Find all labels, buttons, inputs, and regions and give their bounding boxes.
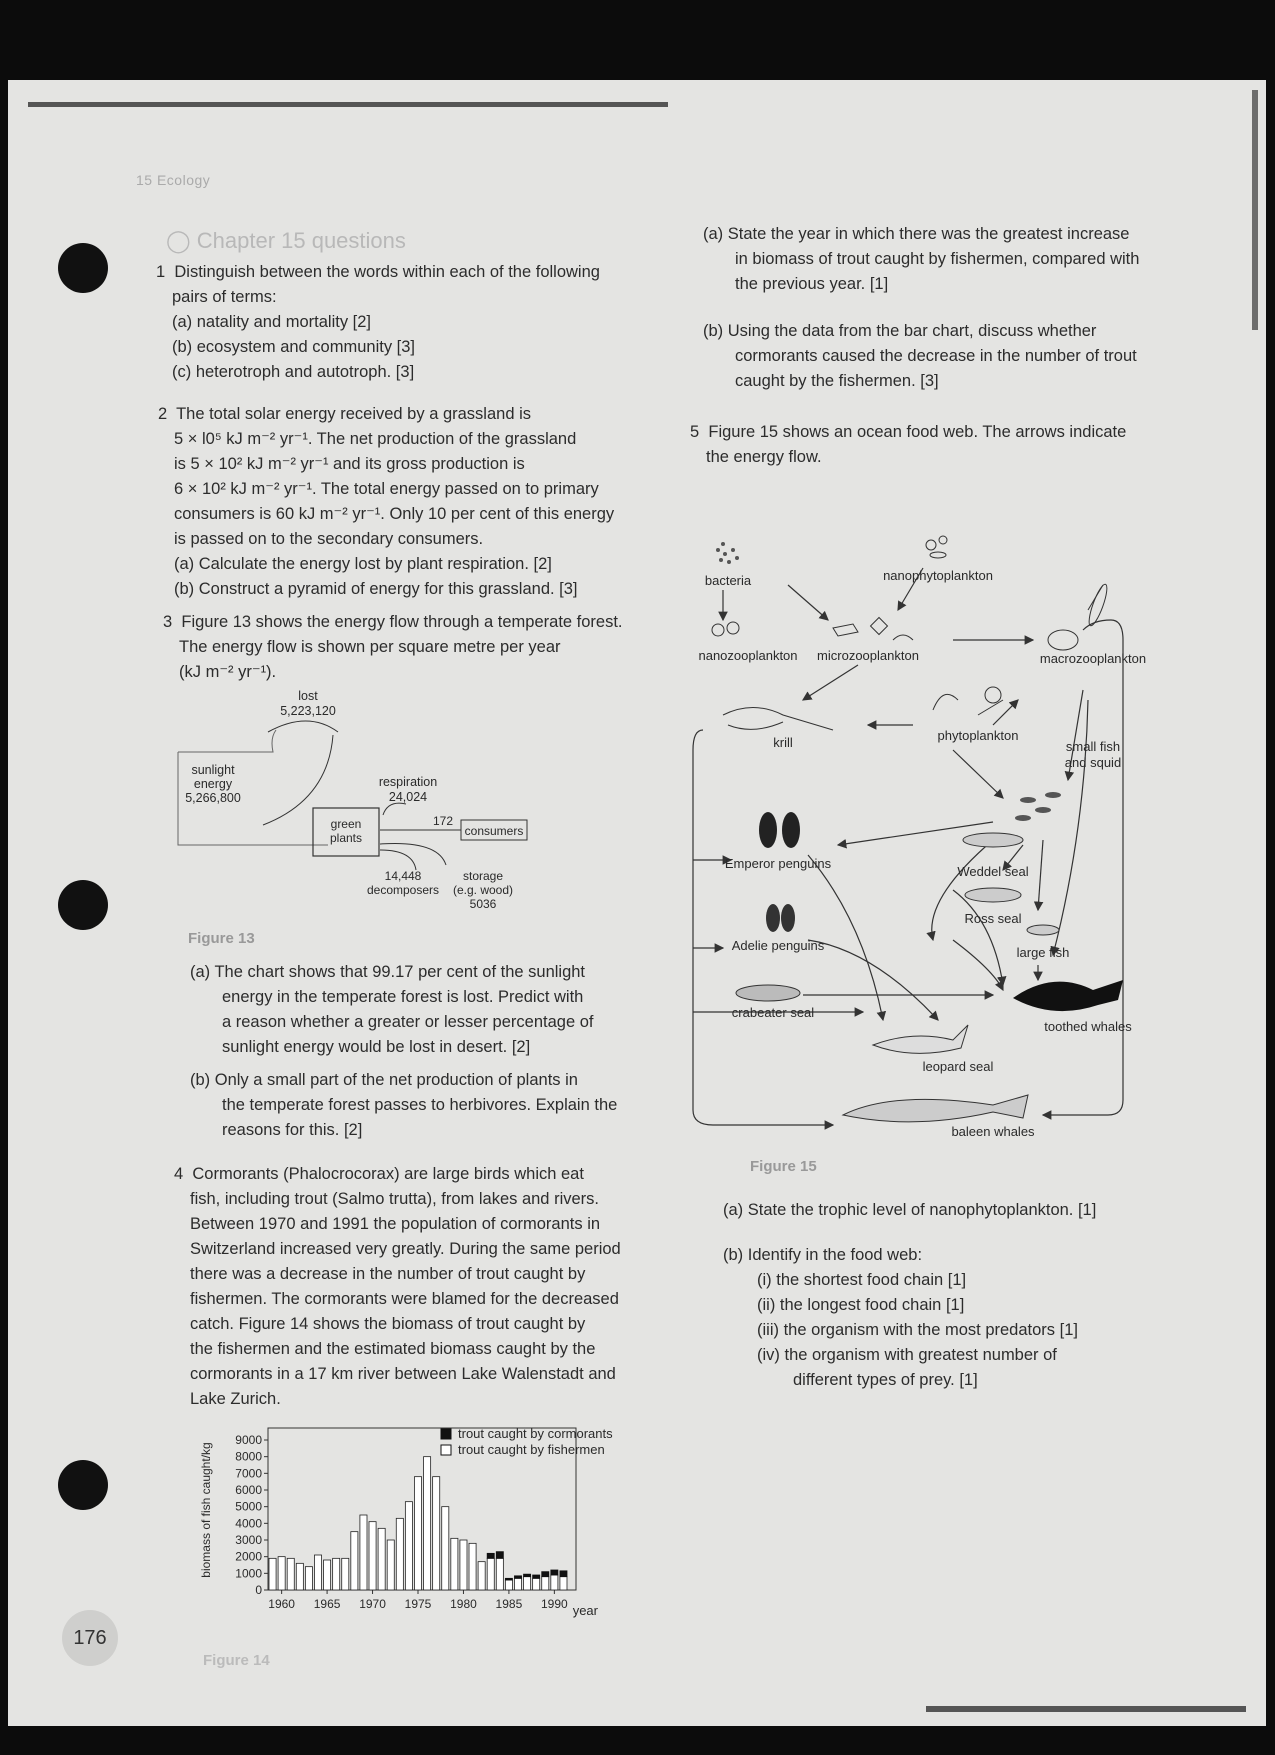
bar-cormorants xyxy=(551,1570,558,1575)
krill-label: krill xyxy=(773,735,793,750)
question-3-parts xyxy=(190,960,690,1143)
question-number: 3 xyxy=(163,613,173,631)
text-line: 6 × 10² kJ m⁻² yr⁻¹. The total energy passed on to primary xyxy=(174,480,599,498)
bar-fishermen xyxy=(287,1558,294,1590)
lost-label: lost xyxy=(298,689,318,703)
respiration-label: respiration xyxy=(378,775,438,789)
bar-fishermen xyxy=(469,1543,476,1590)
baleen-whales-label: baleen whales xyxy=(951,1124,1035,1139)
question-subpart: (i) the shortest food chain [1] xyxy=(757,1271,967,1289)
large-fish-icon xyxy=(1027,925,1059,935)
legend-label-fishermen: trout caught by fishermen xyxy=(458,1442,605,1457)
text-line: a reason whether a greater or lesser percentage of xyxy=(222,1013,594,1031)
x-tick-label: 1965 xyxy=(313,1597,341,1611)
question-part: (a) State the trophic level of nanophytoplankton. [1] xyxy=(723,1201,1097,1219)
small-fish-label: and squid xyxy=(1064,755,1122,770)
text-line: the fishermen and the estimated biomass caught by the xyxy=(190,1340,596,1358)
storage-label: (e.g. wood) xyxy=(452,883,514,897)
question-part: (a) State the year in which there was the greatest increase xyxy=(703,225,1130,243)
bar-fishermen xyxy=(314,1555,321,1590)
figure-14-bar-chart xyxy=(198,1425,638,1625)
y-axis-label: biomass of fish caught/kg xyxy=(199,1442,213,1578)
bar-cormorants xyxy=(542,1572,549,1577)
text-line: 5 × l0⁵ kJ m⁻² yr⁻¹. The net production of the grassland xyxy=(174,430,577,448)
text-line: fish, including trout (Salmo trutta), from lakes and rivers. xyxy=(190,1190,599,1208)
text-line: sunlight energy would be lost in desert. [2] xyxy=(222,1038,531,1056)
punch-hole xyxy=(58,880,108,930)
punch-hole xyxy=(58,243,108,293)
question-number: 4 xyxy=(174,1165,184,1183)
bar-cormorants xyxy=(496,1552,503,1559)
bar-fishermen xyxy=(369,1522,376,1590)
y-tick-label: 7000 xyxy=(235,1466,262,1481)
chapter-title xyxy=(166,228,406,254)
weddel-seal-icon xyxy=(963,833,1023,847)
question-part: (b) Only a small part of the net production of plants in xyxy=(190,1071,578,1089)
question-part: (b) Using the data from the bar chart, discuss whether xyxy=(703,322,1097,340)
question-number: 5 xyxy=(690,423,700,441)
legend-label-cormorants: trout caught by cormorants xyxy=(458,1426,613,1441)
text-line: there was a decrease in the number of trout caught by xyxy=(190,1265,586,1283)
question-subpart: (ii) the longest food chain [1] xyxy=(757,1296,965,1314)
sunlight-value: 5,266,800 xyxy=(185,791,241,805)
bar-fishermen xyxy=(560,1577,567,1590)
bar-cormorants xyxy=(533,1575,540,1578)
text-line: Cormorants (Phalocrocorax) are large birds which eat xyxy=(192,1165,584,1183)
baleen-whale-icon xyxy=(843,1095,1028,1122)
weddel-seal-label: Weddel seal xyxy=(957,864,1029,879)
krill-icon xyxy=(723,708,833,731)
adelie-penguins-label: Adelie penguins xyxy=(731,938,825,953)
text-line: energy in the temperate forest is lost. Predict with xyxy=(222,988,584,1006)
y-tick-label: 0 xyxy=(255,1583,262,1597)
question-part: (c) heterotroph and autotroph. [3] xyxy=(172,363,415,381)
text-line: catch. Figure 14 shows the biomass of trout caught by xyxy=(190,1315,586,1333)
figure-13-energy-flow xyxy=(178,680,598,910)
lost-arc xyxy=(268,721,338,732)
punch-hole xyxy=(58,1460,108,1510)
legend-swatch-fishermen xyxy=(441,1445,451,1455)
macrozooplankton-icon xyxy=(1048,583,1110,650)
nanozooplankton-label: nanozooplankton xyxy=(698,648,798,663)
question-2 xyxy=(158,402,678,602)
storage-label: storage xyxy=(462,869,504,883)
bar-fishermen xyxy=(414,1477,421,1590)
crabeater-seal-icon xyxy=(736,985,800,1001)
microzooplankton-icon xyxy=(833,618,913,640)
text-line: fishermen. The cormorants were blamed for the decreased xyxy=(190,1290,619,1308)
phytoplankton-icon xyxy=(933,687,1003,715)
bar-fishermen xyxy=(424,1457,431,1590)
bar-fishermen xyxy=(351,1532,358,1590)
text-line: reasons for this. [2] xyxy=(222,1121,363,1139)
bar-fishermen xyxy=(460,1540,467,1590)
text-line: Figure 15 shows an ocean food web. The arrows indicate xyxy=(708,423,1127,441)
text-line: pairs of terms: xyxy=(172,288,277,306)
bar-fishermen xyxy=(442,1507,449,1590)
toothed-whale-icon xyxy=(1013,980,1123,1011)
question-subpart: (iv) the organism with greatest number of xyxy=(757,1346,1057,1364)
text-line: (kJ m⁻² yr⁻¹). xyxy=(179,663,277,681)
bar-cormorants xyxy=(514,1576,521,1579)
respiration-value: 24,024 xyxy=(388,790,428,804)
question-part: (b) Identify in the food web: xyxy=(723,1246,923,1264)
toothed-whales-label: toothed whales xyxy=(1044,1019,1132,1034)
bar-fishermen xyxy=(505,1580,512,1590)
figure-14-caption: Figure 14 xyxy=(203,1652,270,1669)
bar-fishermen xyxy=(360,1515,367,1590)
page-edge-shadow xyxy=(1252,90,1258,330)
x-tick-label: 1975 xyxy=(404,1597,432,1611)
page-number: 176 xyxy=(62,1610,118,1666)
large-fish-label: large fish xyxy=(1016,945,1070,960)
text-line: The total solar energy received by a grassland is xyxy=(176,405,531,423)
bar-fishermen xyxy=(305,1567,312,1590)
bar-fishermen xyxy=(405,1502,412,1590)
y-tick-label: 8000 xyxy=(235,1449,262,1464)
bar-fishermen xyxy=(387,1540,394,1590)
y-tick-label: 4000 xyxy=(235,1516,262,1531)
x-tick-label: 1980 xyxy=(450,1597,477,1611)
text-line: consumers is 60 kJ m⁻² yr⁻¹. Only 10 per cent of this energy xyxy=(174,505,615,523)
sunlight-label: energy xyxy=(193,777,233,791)
y-tick-label: 3000 xyxy=(235,1533,262,1547)
text-line: cormorants in a 17 km river between Lake Walenstadt and xyxy=(190,1365,616,1383)
storage-value: 5036 xyxy=(469,897,497,911)
text-line: is passed on to the secondary consumers. xyxy=(174,530,484,548)
legend-swatch-cormorants xyxy=(441,1429,451,1439)
question-3 xyxy=(163,610,683,685)
bar-fishermen xyxy=(324,1560,331,1590)
consumers-flow-value: 172 xyxy=(432,814,454,828)
text-line: caught by the fishermen. [3] xyxy=(735,372,939,390)
bottom-rule xyxy=(926,1706,1246,1712)
question-1 xyxy=(156,260,676,385)
text-line: Figure 13 shows the energy flow through a temperate forest. xyxy=(181,613,623,631)
bar-fishermen xyxy=(433,1477,440,1590)
nanophytoplankton-label: nanophytoplankton xyxy=(883,568,993,583)
question-5 xyxy=(690,420,1190,470)
text-line: the temperate forest passes to herbivores. Explain the xyxy=(222,1096,618,1114)
y-tick-label: 5000 xyxy=(235,1499,262,1514)
chapter-title-text: Chapter 15 questions xyxy=(196,228,406,253)
crabeater-seal-label: crabeater seal xyxy=(731,1005,815,1020)
text-line: Distinguish between the words within each of the following xyxy=(174,263,600,281)
text-line: cormorants caused the decrease in the number of trout xyxy=(735,347,1137,365)
y-tick-label: 9000 xyxy=(235,1433,262,1447)
text-line: in biomass of trout caught by fishermen, compared with xyxy=(735,250,1140,268)
bar-fishermen xyxy=(396,1518,403,1590)
decomposers-arrow xyxy=(380,850,416,870)
bar-fishermen xyxy=(378,1528,385,1590)
x-tick-label: 1985 xyxy=(495,1597,523,1611)
bar-cormorants xyxy=(524,1574,531,1577)
plants-label: plants xyxy=(329,831,363,845)
bar-cormorants xyxy=(505,1578,512,1580)
text-line: is 5 × 10² kJ m⁻² yr⁻¹ and its gross production is xyxy=(174,455,525,473)
respiration-arrow xyxy=(383,803,406,815)
x-tick-label: 1960 xyxy=(268,1597,295,1611)
bar-fishermen xyxy=(524,1577,531,1590)
sunlight-to-lost xyxy=(178,730,276,752)
sunlight-label: sunlight xyxy=(191,763,235,777)
bar-fishermen xyxy=(551,1575,558,1590)
emperor-penguins-label: Emperor penguins xyxy=(724,856,832,871)
textbook-page xyxy=(8,80,1266,1726)
y-tick-label: 6000 xyxy=(235,1483,262,1497)
text-line: the previous year. [1] xyxy=(735,275,889,293)
small-fish-icon xyxy=(1015,792,1061,821)
nanozooplankton-icon xyxy=(712,622,739,636)
text-line: Switzerland increased very greatly. During the same period xyxy=(190,1240,621,1258)
macrozooplankton-label: macrozooplankton xyxy=(1039,651,1147,666)
question-4-parts xyxy=(703,222,1183,394)
y-tick-label: 1000 xyxy=(235,1566,262,1581)
consumers-label: consumers xyxy=(464,824,524,838)
text-line: the energy flow. xyxy=(706,448,822,466)
small-fish-label: small fish xyxy=(1065,739,1121,754)
y-tick-label: 2000 xyxy=(235,1549,262,1564)
text-line: Lake Zurich. xyxy=(190,1390,281,1408)
bar-fishermen xyxy=(487,1558,494,1590)
lost-value: 5,223,120 xyxy=(280,704,336,718)
bar-cormorants xyxy=(487,1553,494,1558)
bar-fishermen xyxy=(478,1562,485,1590)
leopard-seal-label: leopard seal xyxy=(922,1059,994,1074)
question-part: (b) Construct a pyramid of energy for this grassland. [3] xyxy=(174,580,578,598)
plants-label: green xyxy=(330,817,362,831)
question-5-parts xyxy=(723,1198,1203,1393)
text-line: Between 1970 and 1991 the population of cormorants in xyxy=(190,1215,601,1233)
figure-15-caption: Figure 15 xyxy=(750,1158,817,1175)
microzooplankton-label: microzooplankton xyxy=(817,648,919,663)
question-subpart: (iii) the organism with the most predators [1] xyxy=(757,1321,1078,1339)
leopard-seal-icon xyxy=(873,1025,968,1053)
question-number: 2 xyxy=(158,405,168,423)
question-part: (a) The chart shows that 99.17 per cent of the sunlight xyxy=(190,963,586,981)
question-number: 1 xyxy=(156,263,166,281)
ross-seal-label: Ross seal xyxy=(964,911,1022,926)
running-head: 15 Ecology xyxy=(136,172,211,188)
bar-fishermen xyxy=(514,1578,521,1590)
emperor-penguin-icon xyxy=(759,812,800,848)
question-part: (b) ecosystem and community [3] xyxy=(172,338,416,356)
bar-fishermen xyxy=(533,1578,540,1590)
question-part: (a) Calculate the energy lost by plant respiration. [2] xyxy=(174,555,552,573)
bar-fishermen xyxy=(542,1577,549,1590)
bar-fishermen xyxy=(278,1557,285,1590)
x-tick-label: 1970 xyxy=(359,1597,386,1611)
x-axis-label: year xyxy=(572,1603,598,1618)
bacteria-label: bacteria xyxy=(704,573,752,588)
text-line: different types of prey. [1] xyxy=(793,1371,978,1389)
bacteria-icon xyxy=(716,542,739,564)
bar-cormorants xyxy=(560,1571,567,1577)
top-rule xyxy=(28,102,668,107)
bar-fishermen xyxy=(333,1558,340,1590)
ross-seal-icon xyxy=(965,888,1021,902)
bar-fishermen xyxy=(451,1538,458,1590)
nanophytoplankton-icon xyxy=(926,536,947,558)
bar-fishermen xyxy=(342,1558,349,1590)
question-4 xyxy=(174,1162,684,1412)
bar-fishermen xyxy=(496,1558,503,1590)
decomposers-label: decomposers xyxy=(366,883,440,897)
x-tick-label: 1990 xyxy=(541,1597,568,1611)
phytoplankton-label: phytoplankton xyxy=(937,728,1019,743)
question-part: (a) natality and mortality [2] xyxy=(172,313,371,331)
sunlight-to-plants xyxy=(263,735,333,825)
adelie-penguin-icon xyxy=(766,904,795,932)
chapter-icon: ◯ xyxy=(166,228,191,253)
bar-fishermen xyxy=(296,1563,303,1590)
text-line: The energy flow is shown per square metre per year xyxy=(179,638,561,656)
bar-fishermen xyxy=(269,1558,276,1590)
decomposers-value: 14,448 xyxy=(384,869,422,883)
figure-15-food-web xyxy=(693,500,1213,1139)
figure-13-caption: Figure 13 xyxy=(188,930,255,947)
